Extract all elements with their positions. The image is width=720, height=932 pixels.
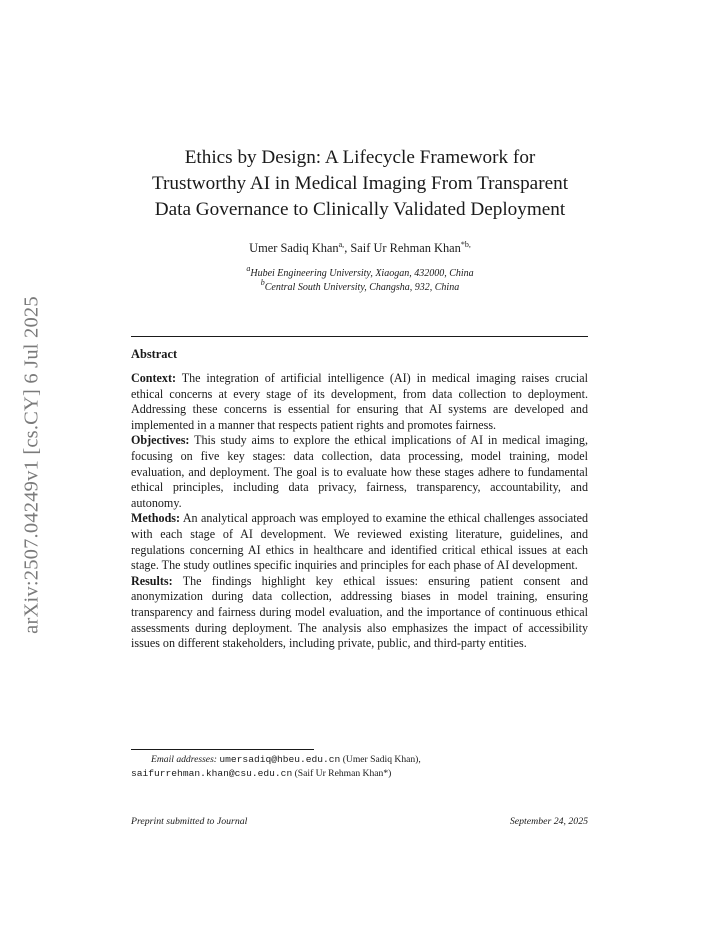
abstract-results	[131, 574, 588, 652]
email-label: Email addresses:	[151, 754, 217, 765]
methods-label: Methods:	[131, 511, 181, 526]
title-line-2: Trustworthy AI in Medical Imaging From Transparent	[151, 173, 569, 194]
arxiv-sidebar	[14, 270, 50, 660]
arxiv-identifier: arXiv:2507.04249v1 [cs.CY] 6 Jul 2025	[20, 296, 43, 634]
footer-date: September 24, 2025	[509, 816, 588, 827]
abstract-top-rule	[131, 336, 588, 337]
email-2-owner: (Saif Ur Rehman Khan*)	[294, 768, 392, 779]
email-1[interactable]: umersadiq@hbeu.edu.cn	[219, 754, 341, 765]
title-line-3: Data Governance to Clinically Validated Deployment	[154, 199, 566, 220]
abstract-objectives	[131, 433, 588, 511]
author-1-marks: a,	[338, 240, 345, 249]
context-label: Context:	[131, 371, 177, 385]
affiliation-b-mark: b	[260, 277, 265, 287]
abstract-body	[131, 371, 588, 652]
affiliation-b-text: Central South University, Changsha, 932, China	[264, 281, 460, 293]
results-text: The findings highlight key ethical issues: ensuring patient consent and anonymization during data collection, addressing biases in model training, ensuring transparency and fairness during model evaluation, and the importance of continuous ethical assessments during deployment. The analysis also emphasizes the impact of accessibility issues on different stakeholders, including private, public, and third-party entities.	[131, 573, 588, 651]
email-2[interactable]: saifurrehman.khan@csu.edu.cn	[131, 768, 293, 779]
abstract-methods	[131, 511, 588, 573]
title-line-1: Ethics by Design: A Lifecycle Framework for	[184, 147, 536, 168]
footnote-rule	[131, 749, 314, 750]
page-footer	[131, 816, 588, 827]
affiliation-a-mark: a	[246, 264, 251, 273]
objectives-text: This study aims to explore the ethical implications of AI in medical imaging, focusing on five key stages: data collection, data processing, model training, model evaluation, and deployment. The goal is to evaluate how these stages adhere to fundamental ethical principles, including data privacy, fairness, transparency, accountability, and autonomy.	[131, 433, 588, 510]
author-list	[100, 240, 620, 256]
author-separator: ,	[344, 241, 351, 255]
paper-title	[100, 145, 620, 223]
methods-text: An analytical approach was employed to examine the ethical challenges associated with each stage of AI development. We reviewed existing literature, guidelines, and regulations concerning AI ethics in healthcare and identified critical ethical issues at each stage. The study outlines specific inquiries and principles for each phase of AI development.	[131, 511, 588, 573]
affiliations	[100, 264, 620, 294]
affiliation-a	[100, 264, 620, 281]
results-label: Results:	[131, 573, 173, 588]
author-2-marks: *b,	[460, 240, 471, 249]
context-text: The integration of artificial intelligence (AI) in medical imaging raises crucial ethical concerns at every stage of its development, from data collection to deployment. Addressing these concerns is essential for ensuring that AI systems are developed and implemented in a manner that respects patient rights and promotes fairness.	[131, 371, 588, 432]
author-2-name: Saif Ur Rehman Khan	[350, 241, 461, 255]
abstract-heading: Abstract	[131, 347, 178, 361]
email-1-owner: (Umer Sadiq Khan),	[342, 754, 421, 765]
footnote-line-2	[131, 767, 588, 781]
affiliation-a-text: Hubei Engineering University, Xiaogan, 432000, China	[250, 268, 474, 279]
footnote-line-1	[131, 753, 588, 767]
abstract-context	[131, 371, 588, 433]
objectives-label: Objectives:	[131, 433, 190, 448]
preprint-note: Preprint submitted to Journal	[131, 816, 248, 827]
affiliation-b	[100, 277, 620, 295]
footnote	[131, 753, 588, 781]
author-1-name: Umer Sadiq Khan	[249, 241, 339, 255]
